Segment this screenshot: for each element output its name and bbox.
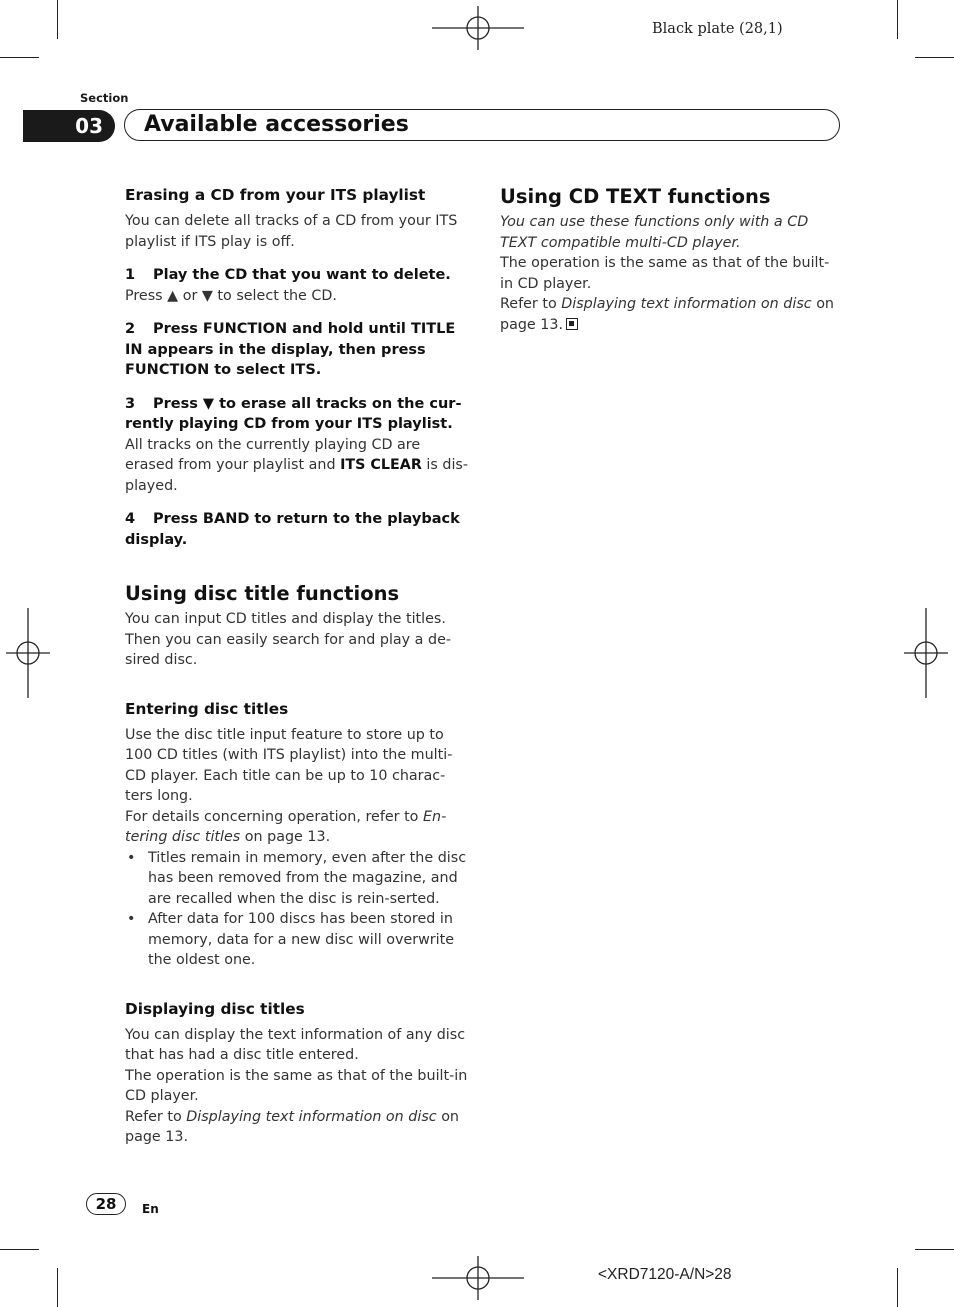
language-label: En (142, 1202, 159, 1216)
crop-mark (0, 57, 39, 58)
entering-reference (125, 807, 470, 848)
step-number: 4 (125, 511, 136, 527)
entering-reference-page: on page 13. (244, 829, 331, 845)
cd-text-heading: Using CD TEXT functions (500, 185, 771, 208)
end-mark-icon (566, 318, 578, 330)
cd-text-reference-link: Displaying text information on disc (561, 296, 812, 312)
entering-reference-link: En-tering disc titles (125, 808, 447, 845)
displaying-reference-page: on page 13. (125, 1108, 459, 1145)
cd-text-reference (500, 294, 840, 335)
crop-mark (57, 1268, 58, 1307)
displaying-operation: The operation is the same as that of the built-in CD player. (125, 1067, 468, 1104)
step-1-body: Press ▲ or ▼ to select the CD. (125, 287, 337, 304)
step-3-body-text: All tracks on the currently playing CD are erased from your playlist and (125, 436, 421, 473)
erase-heading: Erasing a CD from your ITS playlist (125, 186, 426, 204)
right-column (500, 185, 840, 335)
step-number: 3 (125, 395, 136, 412)
step-4 (125, 509, 470, 550)
step-title: Press ▼ to erase all tracks on the cur- (153, 395, 462, 412)
section-number: 03 (23, 110, 115, 142)
list-item: • After data for 100 discs has been stored in memory, data for a new disc will overwrite the oldest one. (125, 909, 470, 971)
disc-title-heading: Using disc title functions (125, 582, 400, 605)
displaying-reference-link: Displaying text information on disc (186, 1108, 437, 1125)
step-title: Play the CD that you want to delete. (153, 267, 451, 283)
step-2 (125, 319, 470, 381)
erase-intro: You can delete all tracks of a CD from your ITS playlist if ITS play is off. (125, 213, 458, 250)
crop-mark (0, 1249, 39, 1250)
disc-title-intro: You can input CD titles and display the titles. Then you can easily search for and play a de-sired disc. (125, 611, 452, 668)
step-title-cont: rently playing CD from your ITS playlist. (125, 416, 453, 432)
registration-mark-top (432, 6, 524, 50)
registration-mark-right (904, 608, 948, 698)
cd-text-reference-page: on page 13. (500, 296, 834, 333)
crop-mark (915, 1249, 954, 1250)
step-number: 2 (125, 321, 136, 337)
page-number: 28 (86, 1193, 126, 1215)
plate-label: Black plate (28,1) (652, 21, 783, 37)
list-item: • Titles remain in memory, even after the disc has been removed from the magazine, and are recalled when the disc is rein-serted. (125, 848, 470, 910)
cd-text-note: You can use these functions only with a CD TEXT compatible multi-CD player. (500, 214, 809, 251)
crop-mark (57, 0, 58, 39)
displaying-reference (125, 1107, 470, 1148)
step-title: Press FUNCTION and hold until TITLE IN appears in the display, then press FUNCTION to select ITS. (125, 321, 456, 378)
entering-body: Use the disc title input feature to store up to 100 CD titles (with ITS playlist) into the multi-CD player. Each title can be up to 10 charac-ters long. (125, 726, 453, 804)
step-number: 1 (125, 267, 136, 283)
page-title: Available accessories (124, 109, 840, 141)
step-3 (125, 394, 470, 435)
cd-text-reference-text: Refer to (500, 296, 557, 312)
step-title: Press BAND to return to the playback display. (125, 511, 460, 548)
crop-mark (897, 0, 898, 39)
displaying-heading: Displaying disc titles (125, 999, 305, 1018)
cd-text-operation: The operation is the same as that of the built-in CD player. (500, 255, 830, 292)
registration-mark-left (6, 608, 50, 698)
registration-mark-bottom (432, 1256, 524, 1300)
displaying-reference-text: Refer to (125, 1108, 182, 1125)
crop-mark (897, 1268, 898, 1307)
entering-reference-text: For details concerning operation, refer to (125, 808, 419, 825)
entering-heading: Entering disc titles (125, 699, 289, 718)
step-3-body-end: is dis-played. (125, 457, 469, 494)
its-clear-label: ITS CLEAR (340, 457, 422, 473)
crop-mark (915, 57, 954, 58)
left-column (125, 185, 470, 1148)
plate-code: <XRD7120-A/N>28 (598, 1266, 732, 1283)
section-label: Section (80, 91, 129, 105)
step-3-body (125, 435, 470, 497)
displaying-body: You can display the text information of any disc that has had a disc title entered. (125, 1026, 466, 1063)
step-1 (125, 265, 470, 286)
